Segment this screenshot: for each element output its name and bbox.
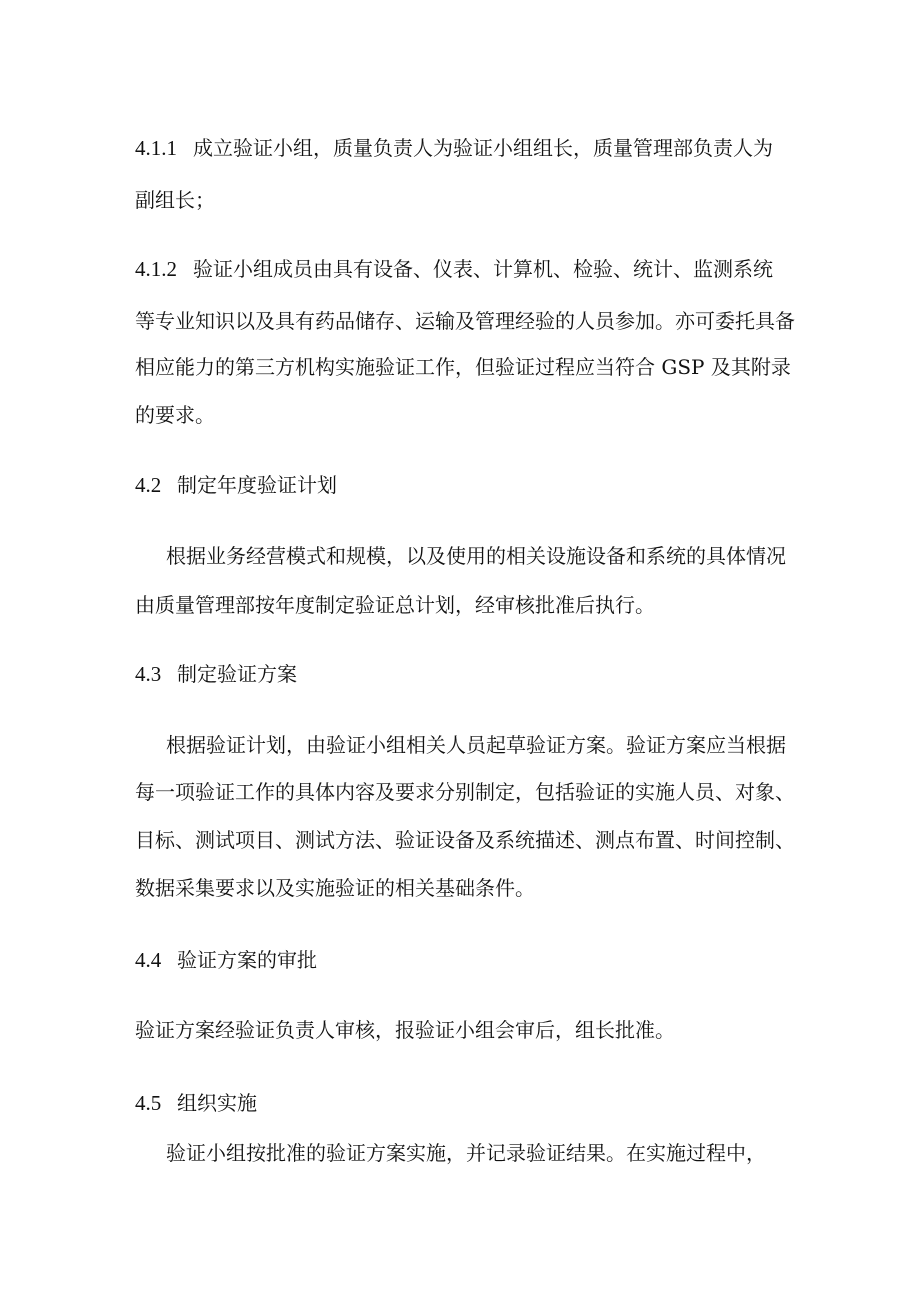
paragraph-4-1-1-line-2: 副组长； xyxy=(135,188,215,212)
section-heading-4-2 xyxy=(135,475,337,496)
section-heading-4-5 xyxy=(135,1093,257,1114)
section-number: 4.5 xyxy=(135,1091,162,1115)
paragraph-4-1-2-line-1 xyxy=(135,259,773,280)
paragraph-4-1-1-line-1 xyxy=(135,138,773,159)
paragraph-4-3-line-3: 目标、测试项目、测试方法、验证设备及系统描述、测点布置、时间控制、 xyxy=(135,828,795,852)
section-title: 制定验证方案 xyxy=(177,662,297,686)
paragraph-4-1-2-line-4: 的要求。 xyxy=(135,403,215,427)
section-title: 制定年度验证计划 xyxy=(177,473,337,497)
section-number: 4.1.1 xyxy=(135,136,177,160)
paragraph-4-2-line-2: 由质量管理部按年度制定验证总计划，经审核批准后执行。 xyxy=(135,593,655,617)
paragraph-text: 验证小组成员由具有设备、仪表、计算机、检验、统计、监测系统 xyxy=(193,257,773,281)
section-number: 4.3 xyxy=(135,662,162,686)
paragraph-4-3-line-2: 每一项验证工作的具体内容及要求分别制定，包括验证的实施人员、对象、 xyxy=(135,780,795,804)
section-number: 4.4 xyxy=(135,948,162,972)
paragraph-4-1-2-line-3: 相应能力的第三方机构实施验证工作，但验证过程应当符合 GSP 及其附录 xyxy=(135,355,791,379)
section-title: 组织实施 xyxy=(177,1091,257,1115)
paragraph-text: 成立验证小组，质量负责人为验证小组组长，质量管理部负责人为 xyxy=(193,136,773,160)
paragraph-4-3-line-1: 根据验证计划，由验证小组相关人员起草验证方案。验证方案应当根据 xyxy=(166,733,786,757)
paragraph-4-1-2-line-2: 等专业知识以及具有药品储存、运输及管理经验的人员参加。亦可委托具备 xyxy=(135,309,795,333)
section-number: 4.1.2 xyxy=(135,257,177,281)
section-title: 验证方案的审批 xyxy=(177,948,317,972)
paragraph-4-4-line-1: 验证方案经验证负责人审核，报验证小组会审后，组长批准。 xyxy=(135,1018,675,1042)
section-heading-4-3 xyxy=(135,664,297,685)
paragraph-4-5-line-1: 验证小组按批准的验证方案实施，并记录验证结果。在实施过程中， xyxy=(166,1141,766,1165)
paragraph-4-3-line-4: 数据采集要求以及实施验证的相关基础条件。 xyxy=(135,876,535,900)
section-heading-4-4 xyxy=(135,950,317,971)
section-number: 4.2 xyxy=(135,473,162,497)
paragraph-4-2-line-1: 根据业务经营模式和规模，以及使用的相关设施设备和系统的具体情况 xyxy=(166,544,786,568)
